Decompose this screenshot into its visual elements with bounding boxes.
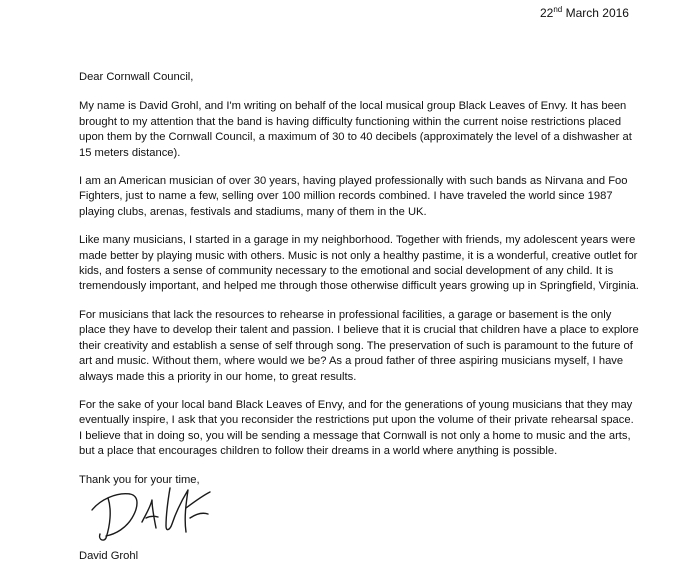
letter-body: [79, 70, 639, 501]
letter-date: [540, 6, 629, 20]
salutation: Dear Cornwall Council,: [79, 71, 194, 83]
date-suffix: nd: [553, 5, 563, 14]
date-day: 22: [540, 6, 554, 20]
date-month-year: March 2016: [562, 6, 629, 20]
signature-drawing: [86, 478, 236, 548]
paragraph-4: For musicians that lack the resources to rehearse in professional facilities, a garage or basement is the only place they have to develop their talent and passion. I believe that it is crucial that children have a place to explore their creativity and establish a sense of self through song. The preservation of such is paramount to the future of art and music. Without them, where would we be? As a proud father of three aspiring musicians myself, I have always made this a priority in our home, to great results.: [79, 308, 639, 383]
closing: Thank you for your time,: [79, 473, 200, 486]
signer-name: David Grohl: [79, 550, 139, 562]
paragraph-1: My name is David Grohl, and I'm writing on behalf of the local musical group Black Leaves of Envy. It has been brought to my attention that the band is having difficulty functioning within the current noise restrictions placed upon them by the Cornwall Council, a maximum of 30 to 40 decibels (approximately the level of a dishwasher at 15 meters distance).: [79, 100, 632, 159]
handwritten-signature: [86, 478, 236, 548]
paragraph-5: For the sake of your local band Black Leaves of Envy, and for the generations of young musicians that they may eventually inspire, I ask that you reconsider the restrictions put upon the volume of their private rehearsal space. I believe that in doing so, you will be sending a message that Cornwall is not only a home to music and the arts, but a place that encourages children to follow their dreams in a world where anything is possible.: [79, 398, 634, 458]
paragraph-3: Like many musicians, I started in a garage in my neighborhood. Together with friends, my adolescent years were made better by playing music with others. Music is not only a healthy pastime, it is a wonderful, creative outlet for kids, and fosters a sense of community necessary to the emotional and social development of any child. It is tremendously important, and helped me through those otherwise difficult years growing up in Springfield, Virginia.: [79, 234, 639, 293]
paragraph-2: I am an American musician of over 30 years, having played professionally with such bands as Nirvana and Foo Fighters, just to name a few, selling over 100 million records combined. I have traveled the world since 1987 playing clubs, arenas, festivals and stadiums, many of them in the UK.: [79, 175, 628, 218]
